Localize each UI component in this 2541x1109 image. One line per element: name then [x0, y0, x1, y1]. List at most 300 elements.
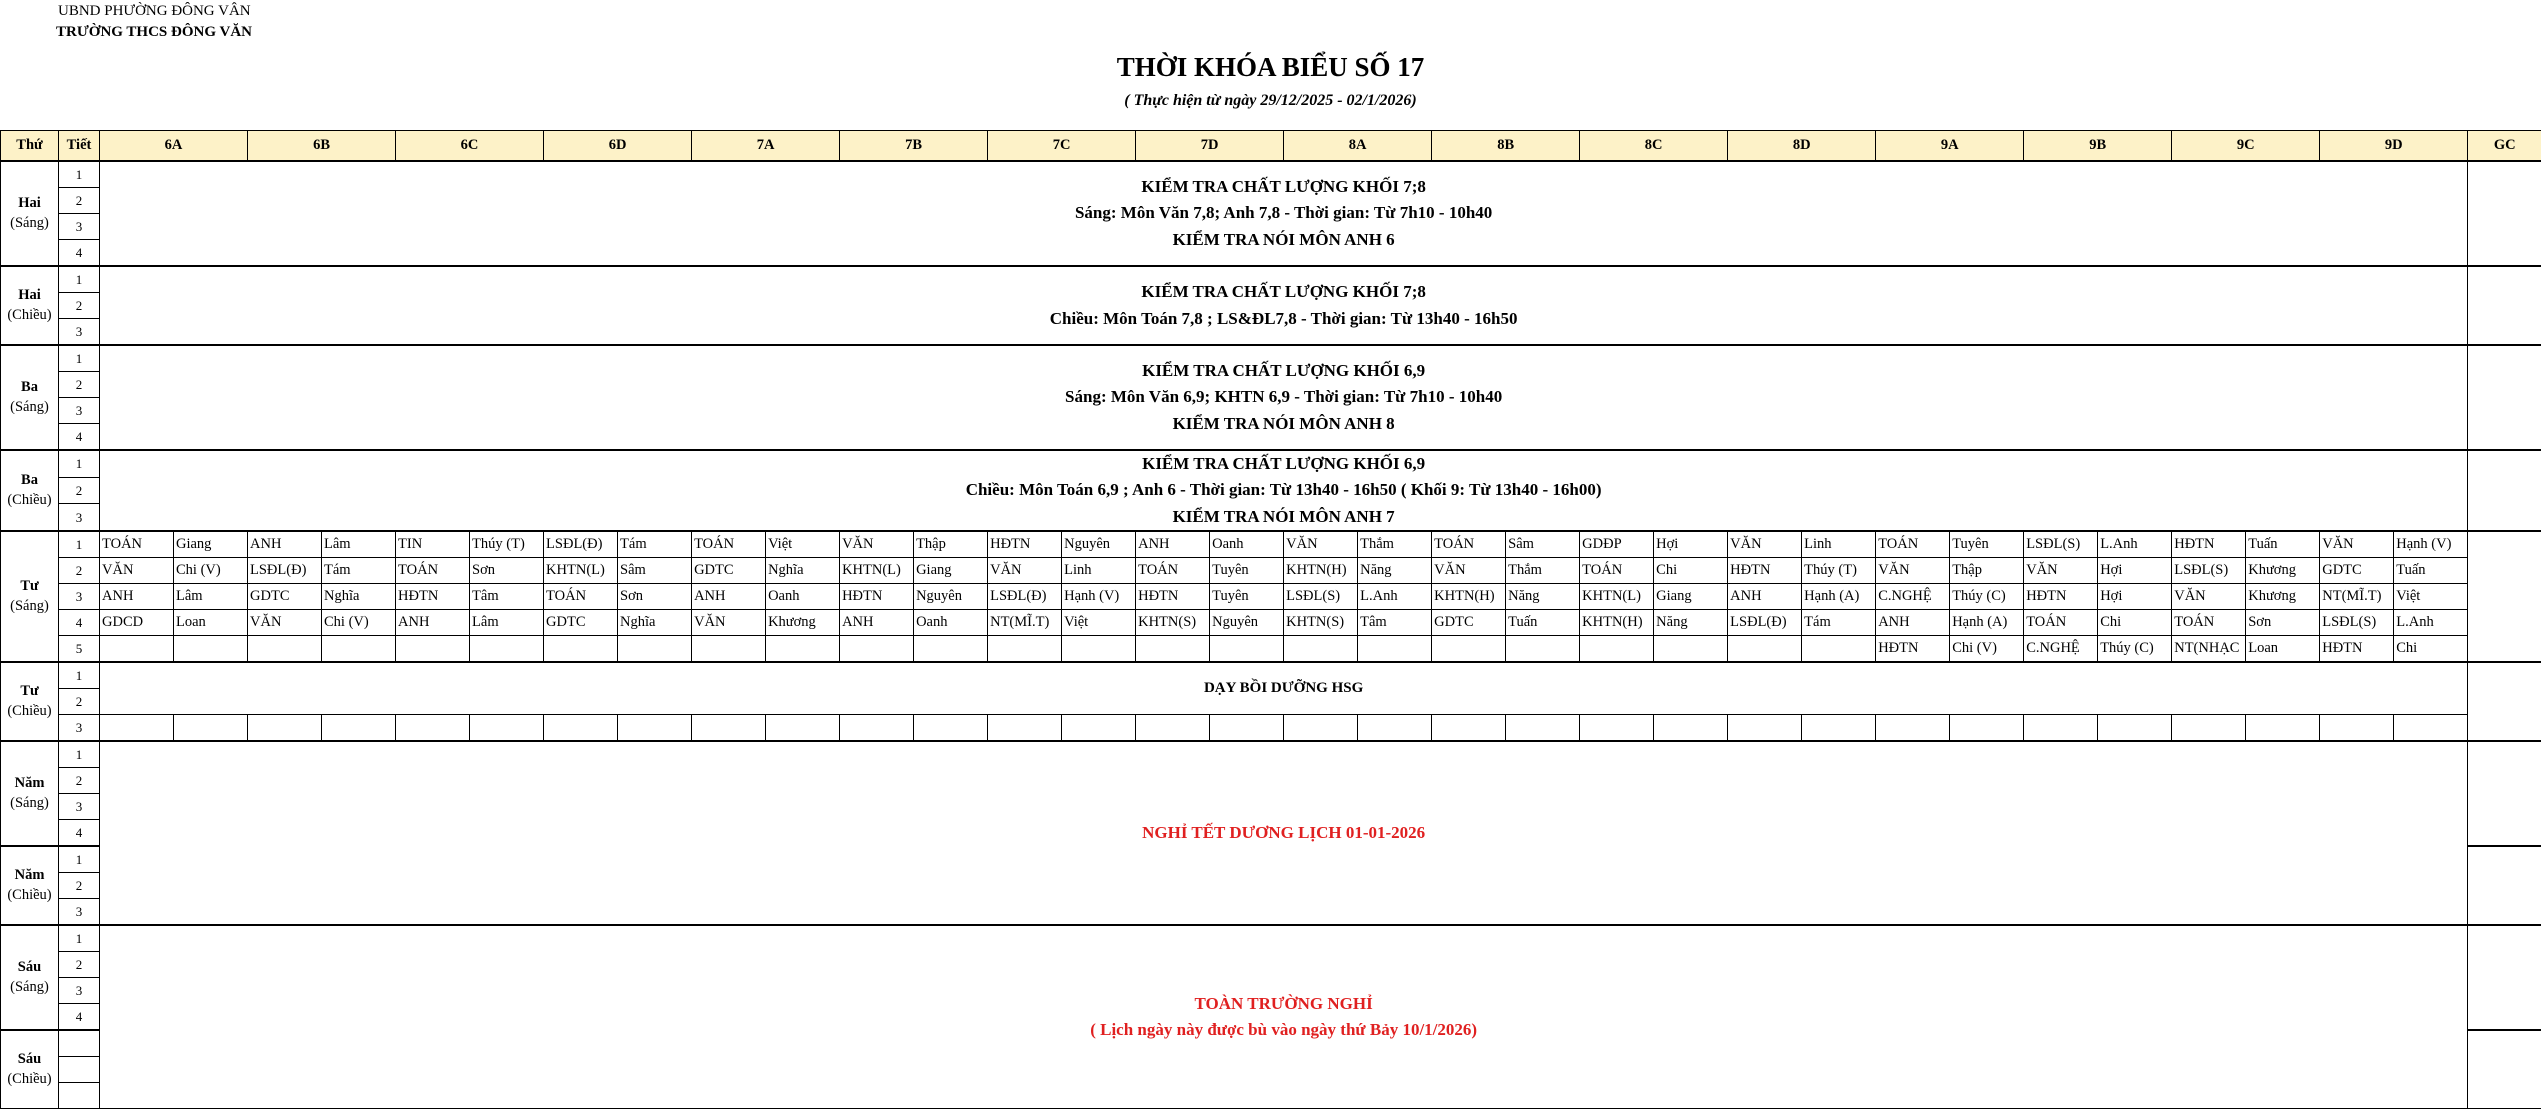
period-row — [1, 161, 2541, 188]
teacher-cell: Tám — [618, 531, 692, 558]
period-number: 4 — [59, 240, 100, 267]
holiday-line: NGHỈ TẾT DƯƠNG LỊCH 01-01-2026 — [102, 820, 2465, 846]
subject-cell: TOÁN — [100, 531, 174, 558]
col-header-period: Tiết — [59, 131, 100, 162]
subject-cell: KHTN(S) — [1136, 610, 1210, 636]
period-number: 4 — [59, 424, 100, 451]
subject-cell — [1284, 636, 1358, 663]
teacher-cell — [914, 636, 988, 663]
teacher-cell — [766, 636, 840, 663]
col-header-class-8a: 8A — [1284, 131, 1432, 162]
session-name: (Sáng) — [1, 214, 58, 234]
subject-cell: ANH — [100, 584, 174, 610]
subject-cell: HĐTN — [1728, 558, 1802, 584]
teacher-cell: Thúy (T) — [470, 531, 544, 558]
teacher-cell: Nghĩa — [322, 584, 396, 610]
subject-cell — [840, 636, 914, 663]
teacher-cell: Oanh — [766, 584, 840, 610]
page-title: THỜI KHÓA BIỂU SỐ 17 — [0, 52, 2541, 83]
empty-cell — [2394, 715, 2468, 742]
day-name: Năm — [15, 775, 45, 791]
subject-cell: LSĐL(S) — [2024, 531, 2098, 558]
session-name: (Sáng) — [1, 398, 58, 418]
teacher-cell: Linh — [1802, 531, 1876, 558]
empty-cell — [1210, 715, 1284, 742]
subject-cell: LSĐL(Đ) — [988, 584, 1062, 610]
period-number: 2 — [59, 477, 100, 504]
teacher-cell — [1506, 636, 1580, 663]
empty-cell — [174, 715, 248, 742]
day-name: Ba — [21, 379, 38, 395]
teacher-cell: Loan — [174, 610, 248, 636]
gc-cell — [2468, 1030, 2541, 1109]
session-name: (Chiều) — [1, 491, 58, 511]
period-number — [59, 1083, 100, 1109]
day-label — [1, 161, 59, 266]
empty-cell — [248, 715, 322, 742]
subject-cell: TOÁN — [396, 558, 470, 584]
subject-cell: VĂN — [2320, 531, 2394, 558]
subject-cell: KHTN(S) — [1284, 610, 1358, 636]
teacher-cell: Tâm — [1358, 610, 1432, 636]
teacher-cell: Thập — [1950, 558, 2024, 584]
teacher-cell: Hạnh (A) — [1802, 584, 1876, 610]
col-header-class-6c: 6C — [396, 131, 544, 162]
teacher-cell: Chi — [2098, 610, 2172, 636]
teacher-cell: Nguyên — [914, 584, 988, 610]
session-name: (Sáng) — [1, 978, 58, 998]
day-label — [1, 925, 59, 1030]
empty-cell — [1062, 715, 1136, 742]
teacher-cell: Tám — [1802, 610, 1876, 636]
period-row — [1, 715, 2541, 742]
notice-line: Sáng: Môn Văn 7,8; Anh 7,8 - Thời gian: Từ 7h10 - 10h40 — [102, 200, 2465, 226]
notice-line: Sáng: Môn Văn 6,9; KHTN 6,9 - Thời gian: Từ 7h10 - 10h40 — [102, 384, 2465, 410]
col-header-class-9c: 9C — [2172, 131, 2320, 162]
teacher-cell: Thắm — [1506, 558, 1580, 584]
subject-cell: KHTN(L) — [1580, 584, 1654, 610]
teacher-cell: Nghĩa — [766, 558, 840, 584]
teacher-cell: Hạnh (V) — [2394, 531, 2468, 558]
empty-cell — [1358, 715, 1432, 742]
subject-cell: GDTC — [2320, 558, 2394, 584]
day-name: Sáu — [18, 1051, 41, 1067]
subject-cell: ANH — [1136, 531, 1210, 558]
day-label — [1, 450, 59, 531]
subject-cell: GDĐP — [1580, 531, 1654, 558]
empty-cell — [322, 715, 396, 742]
col-header-class-6a: 6A — [100, 131, 248, 162]
period-number: 3 — [59, 214, 100, 240]
day-name: Hai — [18, 287, 41, 303]
teacher-cell: Lâm — [322, 531, 396, 558]
period-number: 1 — [59, 345, 100, 372]
empty-cell — [1284, 715, 1358, 742]
empty-cell — [692, 715, 766, 742]
gc-cell — [2468, 531, 2541, 662]
session-notice — [100, 450, 2468, 531]
subject-cell: TOÁN — [1432, 531, 1506, 558]
subject-cell — [988, 636, 1062, 663]
period-number: 2 — [59, 768, 100, 794]
teacher-cell: Sơn — [2246, 610, 2320, 636]
teacher-cell: Chi (V) — [1950, 636, 2024, 663]
teacher-cell: Thắm — [1358, 531, 1432, 558]
empty-cell — [2098, 715, 2172, 742]
subject-cell: TOÁN — [2024, 610, 2098, 636]
period-number: 2 — [59, 188, 100, 214]
teacher-cell: Loan — [2246, 636, 2320, 663]
notice-line: KIỂM TRA NÓI MÔN ANH 7 — [102, 504, 2465, 530]
subject-cell — [248, 636, 322, 663]
period-number: 3 — [59, 978, 100, 1004]
subject-cell: NT(NHẠC — [2172, 636, 2246, 663]
subject-cell — [100, 636, 174, 663]
subject-cell — [692, 636, 766, 663]
period-number: 1 — [59, 741, 100, 768]
col-header-day: Thứ — [1, 131, 59, 162]
teacher-cell: L.Anh — [1358, 584, 1432, 610]
period-row — [1, 662, 2541, 689]
teacher-cell — [322, 636, 396, 663]
gc-cell — [2468, 925, 2541, 1030]
period-number: 3 — [59, 899, 100, 926]
notice-line: Chiều: Môn Toán 6,9 ; Anh 6 - Thời gian: Từ 13h40 - 16h50 ( Khối 9: Từ 13h40 - 16h00) — [102, 477, 2465, 503]
teacher-cell: Tuyên — [1950, 531, 2024, 558]
empty-cell — [2172, 715, 2246, 742]
notice-line: DẠY BỒI DƯỠNG HSG — [102, 677, 2465, 700]
session-name: (Sáng) — [1, 597, 58, 617]
subject-cell: ANH — [1728, 584, 1802, 610]
teacher-cell — [1358, 636, 1432, 663]
subject-cell: KHTN(H) — [1284, 558, 1358, 584]
period-number: 2 — [59, 952, 100, 978]
subject-cell: VĂN — [248, 610, 322, 636]
teacher-cell: Thúy (T) — [1802, 558, 1876, 584]
teacher-cell: Sơn — [618, 584, 692, 610]
teacher-cell: Hạnh (V) — [1062, 584, 1136, 610]
teacher-cell: Oanh — [914, 610, 988, 636]
teacher-cell — [470, 636, 544, 663]
subject-cell: GDTC — [692, 558, 766, 584]
period-row — [1, 741, 2541, 768]
subject-cell — [1580, 636, 1654, 663]
teacher-cell: Khương — [2246, 558, 2320, 584]
subject-cell: LSĐL(S) — [2172, 558, 2246, 584]
empty-cell — [914, 715, 988, 742]
gc-cell — [2468, 846, 2541, 925]
period-number: 3 — [59, 319, 100, 346]
empty-cell — [1432, 715, 1506, 742]
subject-cell: KHTN(H) — [1580, 610, 1654, 636]
period-number: 1 — [59, 450, 100, 477]
teacher-cell — [1654, 636, 1728, 663]
teacher-cell: Việt — [1062, 610, 1136, 636]
notice-line: KIỂM TRA CHẤT LƯỢNG KHỐI 7;8 — [102, 174, 2465, 200]
col-header-class-9d: 9D — [2320, 131, 2468, 162]
subject-cell: GDCD — [100, 610, 174, 636]
session-notice — [100, 662, 2468, 715]
period-number — [59, 1030, 100, 1057]
period-number: 3 — [59, 715, 100, 742]
day-name: Sáu — [18, 959, 41, 975]
empty-cell — [840, 715, 914, 742]
teacher-cell — [618, 636, 692, 663]
period-number: 4 — [59, 820, 100, 847]
subject-cell: VĂN — [1728, 531, 1802, 558]
subject-cell: KHTN(L) — [544, 558, 618, 584]
subject-cell: ANH — [840, 610, 914, 636]
subject-cell: HĐTN — [2172, 531, 2246, 558]
teacher-cell: Thập — [914, 531, 988, 558]
teacher-cell: Giang — [914, 558, 988, 584]
teacher-cell: Khương — [2246, 584, 2320, 610]
col-header-class-7a: 7A — [692, 131, 840, 162]
teacher-cell: Lâm — [174, 584, 248, 610]
period-number: 1 — [59, 531, 100, 558]
teacher-cell: Năng — [1358, 558, 1432, 584]
day-name: Ba — [21, 472, 38, 488]
col-header-gc: GC — [2468, 131, 2541, 162]
empty-cell — [766, 715, 840, 742]
day-name: Năm — [15, 867, 45, 883]
subject-cell: ANH — [692, 584, 766, 610]
empty-cell — [1506, 715, 1580, 742]
teacher-cell: Tuyên — [1210, 558, 1284, 584]
empty-cell — [2246, 715, 2320, 742]
subject-cell: TOÁN — [1136, 558, 1210, 584]
empty-cell — [618, 715, 692, 742]
subject-cell: C.NGHỆ — [2024, 636, 2098, 663]
empty-cell — [544, 715, 618, 742]
col-header-class-6d: 6D — [544, 131, 692, 162]
notice-line: KIỂM TRA CHẤT LƯỢNG KHỐI 6,9 — [102, 451, 2465, 477]
timetable — [0, 130, 2541, 1109]
subject-cell: C.NGHỆ — [1876, 584, 1950, 610]
teacher-cell: Tuấn — [2394, 558, 2468, 584]
teacher-cell: Tám — [322, 558, 396, 584]
col-header-class-7c: 7C — [988, 131, 1136, 162]
subject-cell: KHTN(L) — [840, 558, 914, 584]
subject-cell: HĐTN — [1136, 584, 1210, 610]
teacher-cell: Nguyên — [1062, 531, 1136, 558]
teacher-cell: Lâm — [470, 610, 544, 636]
session-notice — [100, 345, 2468, 450]
period-row — [1, 531, 2541, 558]
subject-cell: TOÁN — [1876, 531, 1950, 558]
holiday-notice — [100, 741, 2468, 925]
teacher-cell: Tâm — [470, 584, 544, 610]
teacher-cell: Năng — [1654, 610, 1728, 636]
period-row — [1, 345, 2541, 372]
period-number: 4 — [59, 1004, 100, 1031]
gc-cell — [2468, 450, 2541, 531]
session-name: (Chiều) — [1, 306, 58, 326]
notice-line: KIỂM TRA CHẤT LƯỢNG KHỐI 7;8 — [102, 279, 2465, 305]
subject-cell: GDTC — [248, 584, 322, 610]
day-label — [1, 662, 59, 741]
day-name: Tư — [20, 578, 38, 594]
day-label — [1, 531, 59, 662]
teacher-cell: Hạnh (A) — [1950, 610, 2024, 636]
teacher-cell: Chi (V) — [174, 558, 248, 584]
subject-cell — [544, 636, 618, 663]
session-notice — [100, 266, 2468, 345]
empty-cell — [2024, 715, 2098, 742]
subject-cell: HĐTN — [2024, 584, 2098, 610]
period-row — [1, 584, 2541, 610]
empty-cell — [988, 715, 1062, 742]
teacher-cell: Thúy (C) — [1950, 584, 2024, 610]
day-label — [1, 266, 59, 345]
col-header-class-9b: 9B — [2024, 131, 2172, 162]
notice-line: Chiều: Môn Toán 7,8 ; LS&ĐL7,8 - Thời gian: Từ 13h40 - 16h50 — [102, 306, 2465, 332]
teacher-cell: Chi — [1654, 558, 1728, 584]
col-header-class-7b: 7B — [840, 131, 988, 162]
subject-cell: LSĐL(S) — [2320, 610, 2394, 636]
teacher-cell: Sâm — [618, 558, 692, 584]
teacher-cell: Giang — [174, 531, 248, 558]
holiday-line: ( Lịch ngày này được bù vào ngày thứ Bảy 10/1/2026) — [102, 1017, 2465, 1043]
teacher-cell: Khương — [766, 610, 840, 636]
period-number: 3 — [59, 504, 100, 531]
subject-cell: VĂN — [2024, 558, 2098, 584]
period-number: 1 — [59, 161, 100, 188]
teacher-cell — [1802, 636, 1876, 663]
teacher-cell: Việt — [2394, 584, 2468, 610]
col-header-class-9a: 9A — [1876, 131, 2024, 162]
subject-cell: TOÁN — [1580, 558, 1654, 584]
teacher-cell: Tuấn — [1506, 610, 1580, 636]
subject-cell: HĐTN — [1876, 636, 1950, 663]
teacher-cell: Chi — [2394, 636, 2468, 663]
subject-cell: GDTC — [544, 610, 618, 636]
session-name: (Sáng) — [1, 794, 58, 814]
empty-cell — [1728, 715, 1802, 742]
subject-cell: VĂN — [2172, 584, 2246, 610]
day-name: Hai — [18, 195, 41, 211]
subject-cell: TIN — [396, 531, 470, 558]
col-header-class-8d: 8D — [1728, 131, 1876, 162]
teacher-cell: Tuyên — [1210, 584, 1284, 610]
col-header-class-6b: 6B — [248, 131, 396, 162]
col-header-class-7d: 7D — [1136, 131, 1284, 162]
day-label — [1, 741, 59, 846]
teacher-cell — [174, 636, 248, 663]
period-number: 2 — [59, 293, 100, 319]
page-subtitle: ( Thực hiện từ ngày 29/12/2025 - 02/1/2026) — [0, 92, 2541, 110]
teacher-cell — [1062, 636, 1136, 663]
authority-name: UBND PHƯỜNG ĐÔNG VÂN — [58, 3, 251, 20]
subject-cell: VĂN — [1432, 558, 1506, 584]
period-row — [1, 636, 2541, 663]
notice-line: KIỂM TRA NÓI MÔN ANH 6 — [102, 227, 2465, 253]
period-number: 3 — [59, 398, 100, 424]
gc-cell — [2468, 266, 2541, 345]
teacher-cell: L.Anh — [2098, 531, 2172, 558]
holiday-notice — [100, 925, 2468, 1109]
period-row — [1, 610, 2541, 636]
subject-cell: VĂN — [840, 531, 914, 558]
empty-cell — [1950, 715, 2024, 742]
teacher-cell: Việt — [766, 531, 840, 558]
subject-cell: LSĐL(Đ) — [248, 558, 322, 584]
empty-cell — [2320, 715, 2394, 742]
empty-cell — [470, 715, 544, 742]
empty-cell — [1876, 715, 1950, 742]
notice-line: KIỂM TRA CHẤT LƯỢNG KHỐI 6,9 — [102, 358, 2465, 384]
teacher-cell: Hợi — [2098, 558, 2172, 584]
subject-cell: VĂN — [1284, 531, 1358, 558]
session-name: (Chiều) — [1, 702, 58, 722]
empty-cell — [1580, 715, 1654, 742]
day-label — [1, 345, 59, 450]
period-number: 2 — [59, 558, 100, 584]
gc-cell — [2468, 741, 2541, 846]
header-row — [1, 131, 2541, 162]
notice-line: KIỂM TRA NÓI MÔN ANH 8 — [102, 411, 2465, 437]
teacher-cell: Thúy (C) — [2098, 636, 2172, 663]
empty-cell — [100, 715, 174, 742]
holiday-line: TOÀN TRƯỜNG NGHỈ — [102, 991, 2465, 1017]
subject-cell: NT(MĨ.T) — [988, 610, 1062, 636]
session-name: (Chiều) — [1, 886, 58, 906]
subject-cell: NT(MĨ.T) — [2320, 584, 2394, 610]
period-row — [1, 266, 2541, 293]
gc-cell — [2468, 662, 2541, 741]
teacher-cell: Oanh — [1210, 531, 1284, 558]
col-header-class-8b: 8B — [1432, 131, 1580, 162]
col-header-class-8c: 8C — [1580, 131, 1728, 162]
day-label — [1, 1030, 59, 1109]
subject-cell: VĂN — [100, 558, 174, 584]
gc-cell — [2468, 345, 2541, 450]
period-number: 3 — [59, 584, 100, 610]
teacher-cell: Hợi — [2098, 584, 2172, 610]
period-number: 2 — [59, 689, 100, 715]
period-number: 1 — [59, 846, 100, 873]
period-number: 1 — [59, 266, 100, 293]
teacher-cell: Tuấn — [2246, 531, 2320, 558]
day-name: Tư — [20, 683, 38, 699]
subject-cell: TOÁN — [544, 584, 618, 610]
teacher-cell: L.Anh — [2394, 610, 2468, 636]
subject-cell: LSĐL(S) — [1284, 584, 1358, 610]
period-row — [1, 925, 2541, 952]
session-name: (Chiều) — [1, 1070, 58, 1090]
subject-cell: GDTC — [1432, 610, 1506, 636]
empty-cell — [1136, 715, 1210, 742]
subject-cell: TOÁN — [2172, 610, 2246, 636]
subject-cell — [1136, 636, 1210, 663]
subject-cell: LSĐL(Đ) — [1728, 610, 1802, 636]
period-number: 3 — [59, 794, 100, 820]
teacher-cell: Sơn — [470, 558, 544, 584]
subject-cell: HĐTN — [396, 584, 470, 610]
teacher-cell: Giang — [1654, 584, 1728, 610]
gc-cell — [2468, 161, 2541, 266]
period-number: 5 — [59, 636, 100, 663]
subject-cell: ANH — [248, 531, 322, 558]
empty-cell — [1654, 715, 1728, 742]
day-label — [1, 846, 59, 925]
subject-cell — [1728, 636, 1802, 663]
teacher-cell: Năng — [1506, 584, 1580, 610]
period-number: 1 — [59, 662, 100, 689]
teacher-cell: Chi (V) — [322, 610, 396, 636]
teacher-cell — [1210, 636, 1284, 663]
subject-cell — [1432, 636, 1506, 663]
